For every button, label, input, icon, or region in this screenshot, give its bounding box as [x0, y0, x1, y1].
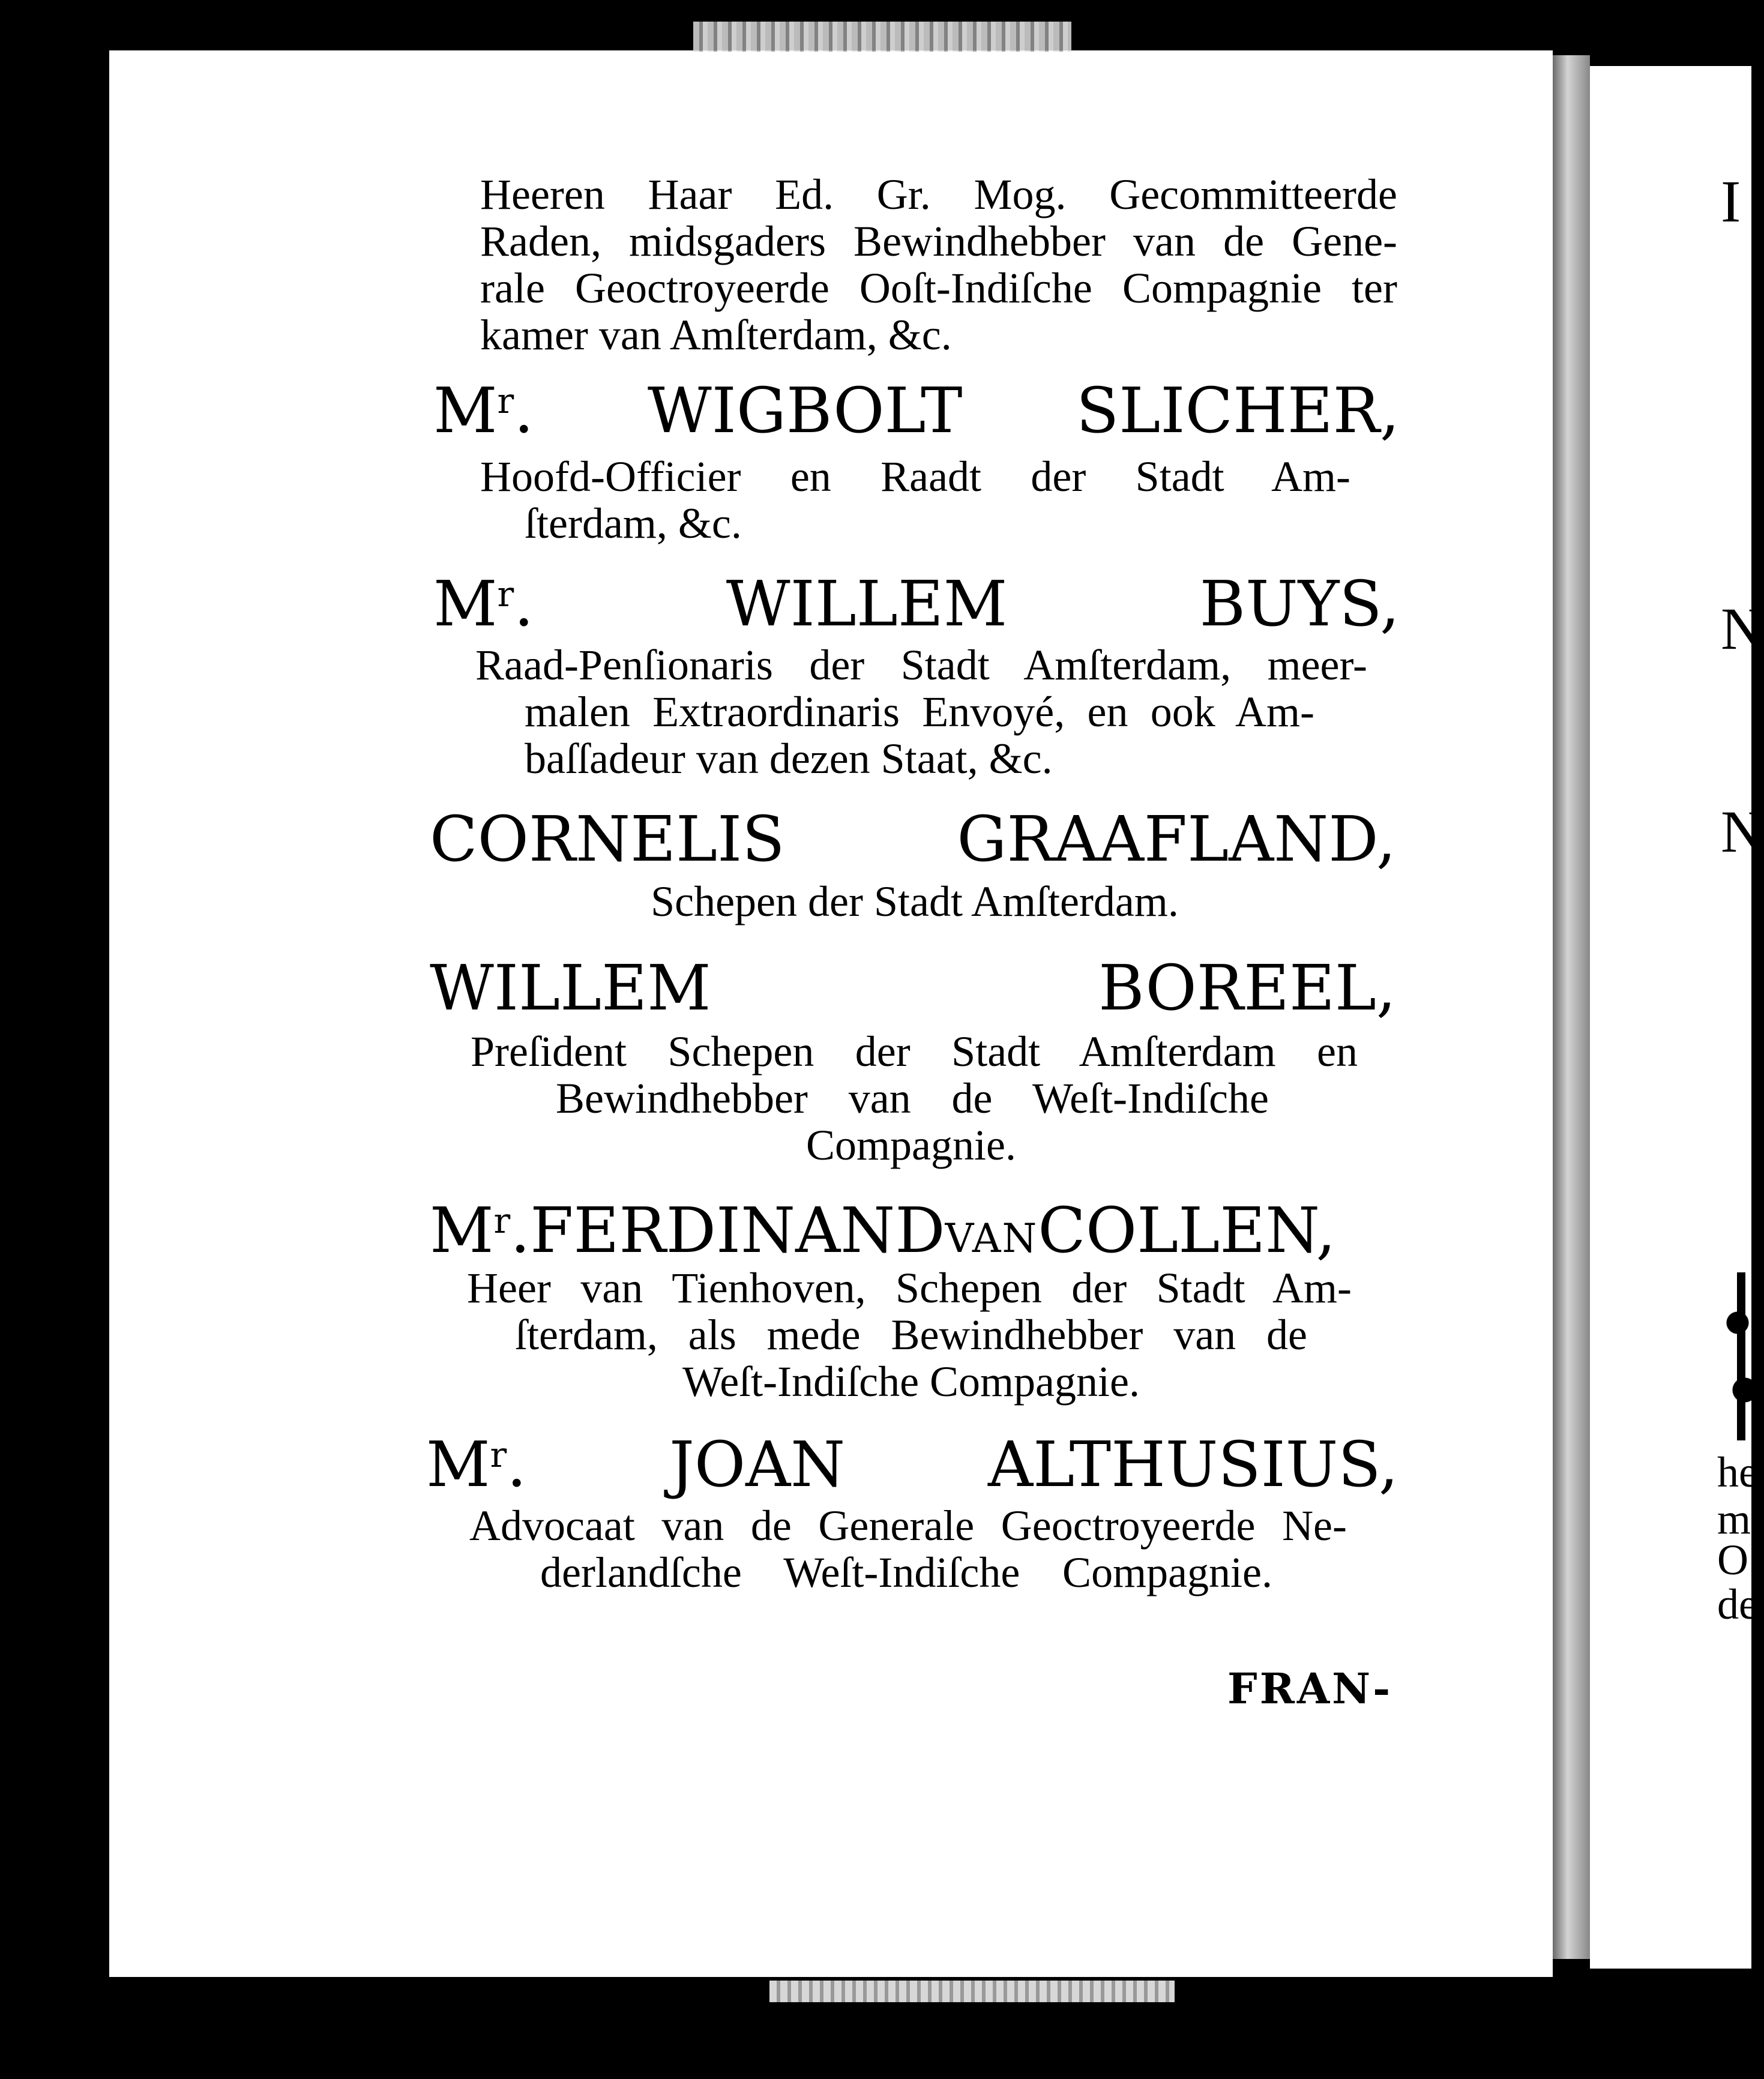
entry-description-line: Schepen der Stadt Amſterdam. [651, 877, 1179, 925]
facing-page-fragment: N [1721, 798, 1764, 865]
facing-page-fragment: N [1721, 595, 1764, 662]
facing-page-fragment: I [1721, 168, 1741, 235]
entry-description-line: Preſident Schepen der Stadt Amſterdam en [471, 1027, 1358, 1076]
entry-description-line: Weſt-Indiſche Compagnie. [682, 1358, 1140, 1406]
intro-line: kamer van Amſterdam, &c. [480, 311, 952, 359]
facing-page-fragment: m [1717, 1495, 1751, 1543]
entry-description-line: Compagnie. [806, 1121, 1016, 1169]
entry-description-line: Bewindhebber van de Weſt-Indiſche [556, 1074, 1269, 1122]
entry-description-line: derlandſche Weſt-Indiſche Compagnie. [540, 1548, 1272, 1596]
entry-name: CORNELIS GRAAFLAND, [430, 802, 1396, 876]
intro-line: rale Geoctroyeerde Ooſt-Indiſche Compagnie ter [480, 264, 1397, 312]
intro-line: Raden, midsgaders Bewindhebber van de Gene- [480, 217, 1397, 265]
entry-name: WILLEM BOREEL, [430, 951, 1396, 1024]
entry-name: $M^r.FERDINANDVANCOLLEN$, [430, 1194, 1336, 1267]
intro-line: Heeren Haar Ed. Gr. Mog. Gecommitteerde [480, 170, 1397, 218]
entry-name: $M^r$. WIGBOLT SLICHER, [433, 374, 1400, 447]
entry-description-line: Heer van Tienhoven, Schepen der Stadt Am- [467, 1264, 1352, 1312]
entry-name: $M^r$. WILLEM BUYS, [433, 567, 1400, 640]
entry-name: $M^r$. JOAN ALTHUSIUS, [426, 1428, 1398, 1501]
catchword: FRAN- [1227, 1664, 1393, 1713]
entry-description-line: Hoofd-Officier en Raadt der Stadt Am- [480, 453, 1350, 501]
entry-description-line: baſſadeur van dezen Staat, &c. [525, 735, 1053, 783]
facing-page-fragment: he [1717, 1448, 1758, 1496]
entry-description-line: ſterdam, als mede Bewindhebber van de [515, 1311, 1307, 1359]
entry-description-line: Advocaat van de Generale Geoctroyeerde Ne- [469, 1502, 1347, 1550]
facing-page-fragment: de [1717, 1580, 1758, 1628]
entry-description-line: Raad-Penſionaris der Stadt Amſterdam, meer- [475, 641, 1367, 689]
entry-description-line: malen Extraordinaris Envoyé, en ook Am- [525, 688, 1314, 736]
entry-description-line: ſterdam, &c. [525, 499, 742, 547]
facing-page-fragment: O [1717, 1536, 1748, 1584]
